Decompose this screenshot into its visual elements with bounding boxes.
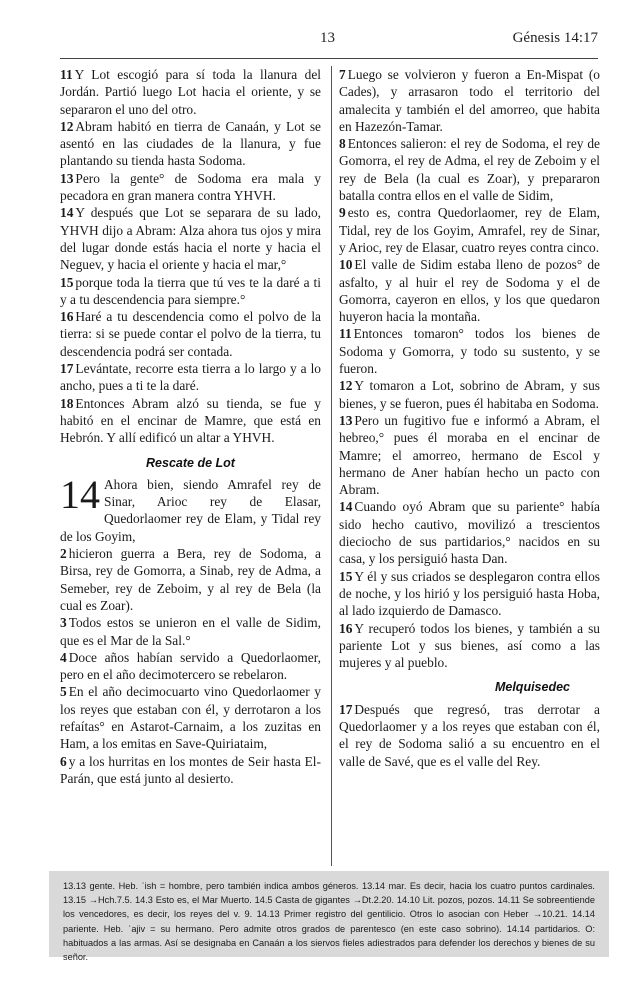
footnotes-box (49, 871, 609, 963)
verse (339, 568, 600, 620)
verse-number: 14 (60, 205, 74, 221)
verse (339, 701, 600, 770)
verse-text: Pero un fugitivo fue e informó a Abram, el hebreo,° pues él moraba en el encinar de Mamre; el amorreo, hermano de Escol y hermano de Aner habían hecho un pacto con Abram. (339, 412, 600, 498)
verse-text: Entonces tomaron° todos los bienes de Sodoma y Gomorra, y todo su sustento, y se fueron. (339, 326, 600, 377)
column-divider (331, 66, 332, 866)
verse-text: Después que regresó, tras derrotar a Quedorlaomer y a los reyes que estaban con él, el rey de Sodoma salió a su encuentro en el valle de Savé, que es el valle del Rey. (339, 701, 600, 769)
verse (339, 377, 600, 412)
verse-text: y a los hurritas en los montes de Seir hasta El-Parán, que está junto al desierto. (60, 753, 321, 786)
page-header (60, 30, 598, 52)
verse (60, 614, 321, 649)
header-rule (60, 58, 598, 59)
verse-number: 11 (60, 67, 73, 82)
verse (339, 325, 600, 377)
verse-number: 13 (339, 412, 353, 428)
left-verses-after (60, 545, 321, 787)
verse (339, 256, 600, 325)
verse (60, 170, 321, 205)
verse-text: Y después que Lot se separara de su lado, YHVH dijo a Abram: Alza ahora tus ojos y mira del lugar donde estás hacia el norte y hacia el Neguev, y hacia el oriente y hacia el mar,° (60, 205, 321, 273)
verse-text: Doce años habían servido a Quedorlaomer, pero en el año decimotercero se rebelaron. (60, 649, 321, 683)
chapter-opening (60, 471, 321, 545)
right-verses-after (339, 701, 600, 770)
left-verses-before (60, 66, 321, 447)
verse-number: 18 (60, 395, 74, 411)
verse-text: En el año decimocuarto vino Quedorlaomer y los reyes que estaban con él, y derrotaron a los refaítas° en Astarot-Carnaim, a los zuzitas en Ham, a los emitas en Save-Quiriataim, (60, 684, 321, 752)
verse (339, 66, 600, 135)
verse-text: Todos estos se unieron en el valle de Sidim, que es el Mar de la Sal.° (60, 615, 321, 648)
verse-number: 17 (339, 701, 353, 717)
verse-number: 13 (60, 170, 74, 186)
verse-number: 15 (339, 568, 353, 584)
page-number: 13 (320, 30, 335, 46)
verse-text: hicieron guerra a Bera, rey de Sodoma, a Birsa, rey de Gomorra, a Sinab, rey de Adma, a Semeber, rey de Zeboim, y al rey de Bela (la cual es Zoar). (60, 546, 321, 613)
verse-text: Luego se volvieron y fueron a En-Mispat (o Cades), y arrasaron todo el territorio del amalecita y también el del amorreo, que habita en Hazezón-Tamar. (339, 67, 600, 134)
verse-text: El valle de Sidim estaba lleno de pozos° de asfalto, y al huir el rey de Sodoma y el de Gomorra, cayeron en ellos, y los que quedaron huyeron hacia la montaña. (339, 257, 600, 325)
section-heading-rescate: Rescate de Lot (146, 455, 235, 470)
verse-text: Cuando oyó Abram que su pariente° había sido hecho cautivo, movilizó a trescientos dieciocho de sus partidarios,° nacidos en su casa, y los persiguió hasta Dan. (339, 499, 600, 567)
verse-number: 17 (60, 361, 74, 377)
verse-text: Y él y sus criados se desplegaron contra ellos de noche, y los hirió y los persiguió hasta Hoba, al lado izquierdo de Damasco. (339, 568, 600, 619)
left-column (60, 66, 321, 787)
right-verses-before (339, 66, 600, 671)
verse (60, 204, 321, 273)
verse (60, 274, 321, 309)
verse-text: Entonces Abram alzó su tienda, se fue y habitó en el encinar de Mamre, que está en Hebrón. Y allí edificó un altar a YHVH. (60, 395, 321, 446)
verse-text: Abram habitó en tierra de Canaán, y Lot se asentó en las ciudades de la llanura, y fue plantando su tienda hasta Sodoma. (60, 118, 321, 169)
verse (339, 620, 600, 672)
verse (339, 498, 600, 567)
chapter-first-verse: Ahora bien, siendo Amrafel rey de Sinar, Arioc rey de Elasar, Quedorlaomer rey de Elam, y Tidal rey de los Goyim, (60, 476, 321, 544)
verse-number: 3 (60, 615, 67, 631)
running-head: Génesis 14:17 (512, 30, 598, 46)
verse (60, 545, 321, 614)
verse-number: 12 (60, 118, 74, 134)
verse-text: Y Lot escogió para sí toda la llanura del Jordán. Partió luego Lot hacia el oriente, y se separaron el uno del otro. (60, 67, 321, 117)
verse-number: 6 (60, 753, 67, 769)
verse (339, 412, 600, 498)
verse (60, 683, 321, 752)
verse-text: esto es, contra Quedorlaomer, rey de Elam, Tidal, rey de los Goyim, Amrafel, rey de Sinar, y Arioc, rey de Elasar, cuatro reyes contra cinco. (339, 205, 600, 255)
verse-number: 16 (60, 309, 74, 325)
verse-number: 7 (339, 67, 346, 82)
section-heading-melquisedec: Melquisedec (494, 680, 570, 695)
verse (60, 395, 321, 447)
verse (339, 135, 600, 204)
verse-number: 14 (339, 499, 353, 515)
footnotes-text: 13.13 gente. Heb. ʾish = hombre, pero también indica ambos géneros. 13.14 mar. Es decir, hacia los cuatro puntos cardinales. 13.15 →Hch.7.5. 14.3 Esto es, el Mar Muerto. 14.5 Casta de gigantes →Dt.2.20. 14.10 Lit. pozos, pozos. 14.11 Se sobreentiende los vencedores, es decir, los reyes del v. 9. 14.13 Primer registro del gentilicio. Otros lo asocian con Heber →10.21. 14.14 pariente. Heb. ʾajiv = su hermano. Pero admite otros grados de parentesco (en este caso sobrino). 14.14 partidarios. O: habituados a las armas. Así se designaba en Canaán a los siervos fieles adiestrados para defender los derechos y bienes de su señor. (63, 881, 595, 963)
verse (60, 360, 321, 395)
verse-number: 8 (339, 136, 346, 152)
verse-text: Haré a tu descendencia como el polvo de la tierra: si se puede contar el polvo de la tierra, tu descendencia podrá ser contada. (60, 309, 321, 359)
right-column (339, 66, 600, 770)
verse (60, 753, 321, 788)
verse-number: 16 (339, 620, 353, 636)
verse-number: 5 (60, 684, 67, 700)
chapter-number: 14 (60, 471, 100, 517)
verse-number: 9 (339, 205, 346, 221)
verse-number: 4 (60, 649, 67, 665)
verse-number: 15 (60, 274, 74, 290)
verse-text: Levántate, recorre esta tierra a lo largo y a lo ancho, pues a ti te la daré. (60, 361, 321, 394)
verse-text: Pero la gente° de Sodoma era mala y pecadora en gran manera contra YHVH. (60, 170, 321, 204)
verse-text: Y tomaron a Lot, sobrino de Abram, y sus bienes, y se fueron, pues él habitaba en Sodoma. (339, 378, 600, 411)
verse-number: 11 (339, 326, 352, 342)
verse-number: 12 (339, 378, 353, 394)
verse (60, 649, 321, 684)
verse-text: Y recuperó todos los bienes, y también a su pariente Lot y sus bienes, así como a las mujeres y al pueblo. (339, 620, 600, 671)
verse-number: 10 (339, 257, 353, 273)
verse-number: 2 (60, 546, 67, 562)
verse-text: porque toda la tierra que tú ves te la daré a ti y a tu descendencia para siempre.° (60, 274, 321, 307)
verse (60, 308, 321, 360)
verse (60, 66, 321, 118)
verse-text: Entonces salieron: el rey de Sodoma, el rey de Gomorra, el rey de Adma, el rey de Zeboim y el rey de Bela (la cual es Zoar), y prepararon batalla contra ellos en el valle de Sidim, (339, 136, 600, 204)
verse (60, 118, 321, 170)
verse (339, 204, 600, 256)
